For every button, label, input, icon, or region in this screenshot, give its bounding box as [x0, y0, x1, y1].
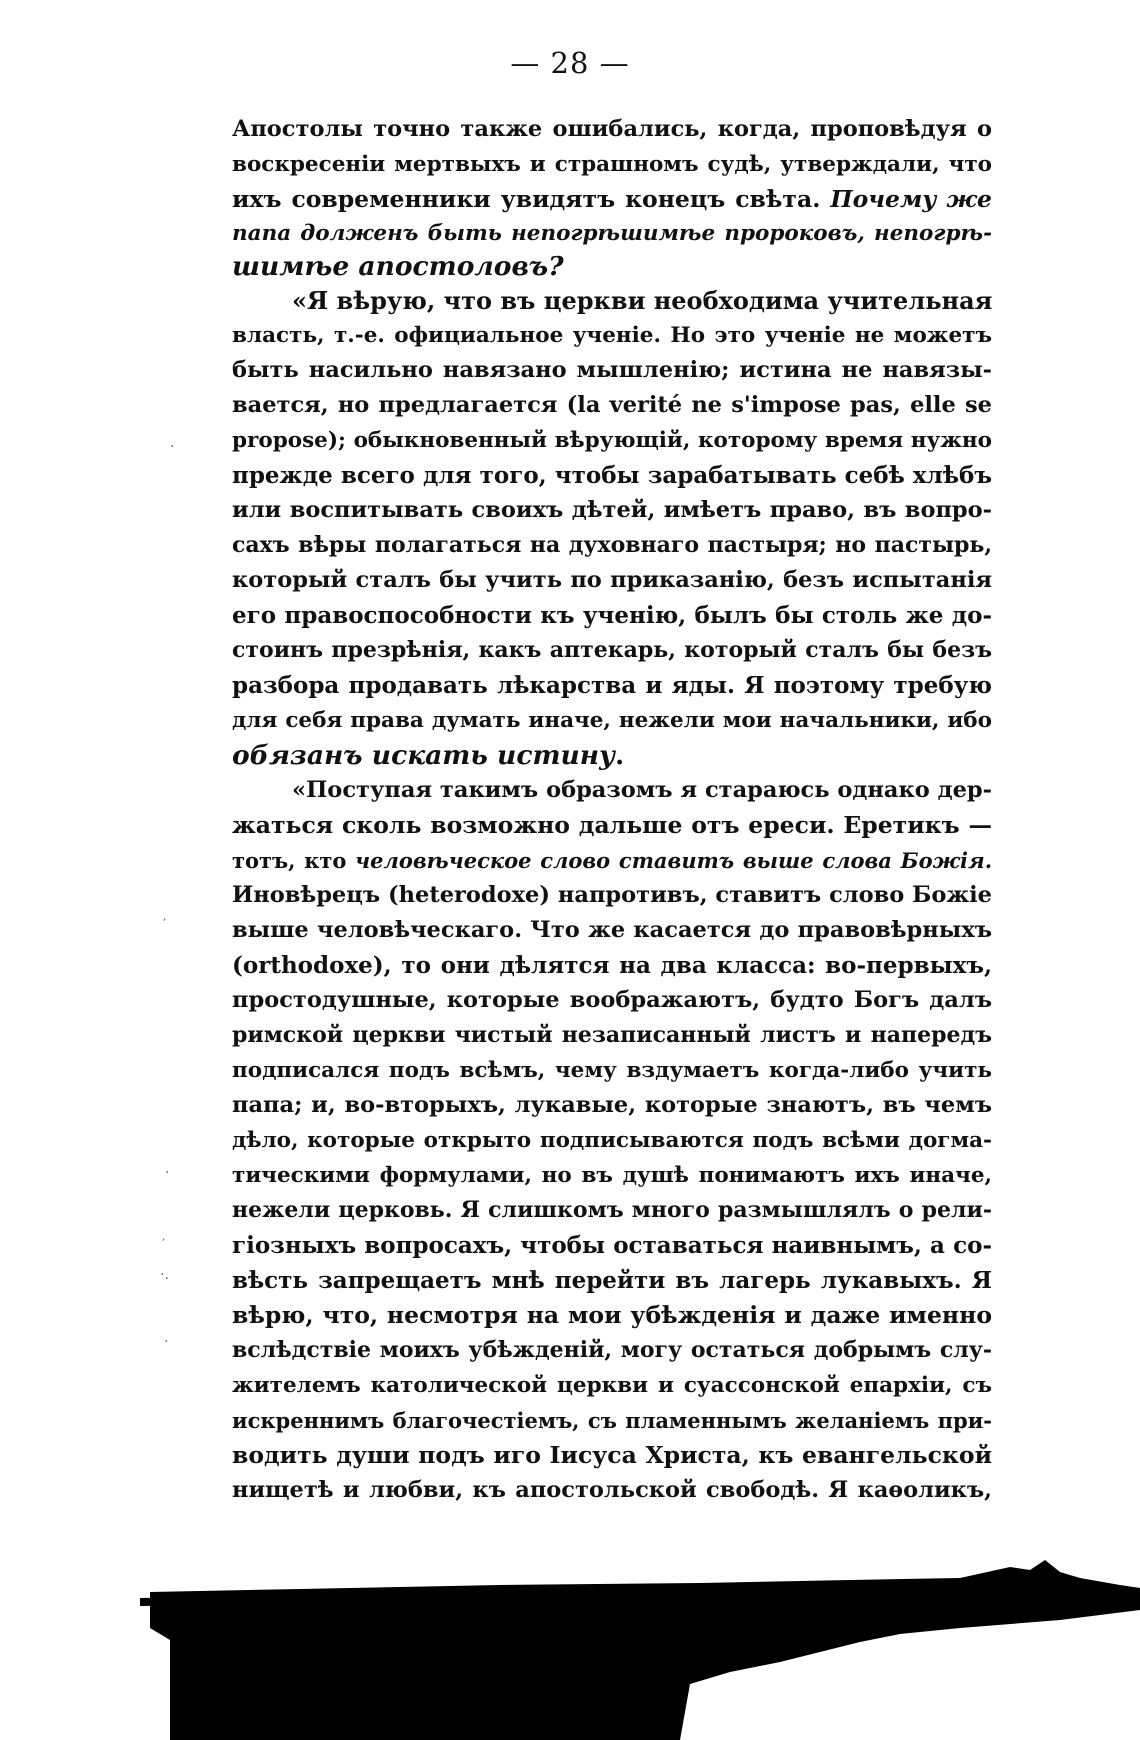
line-text: прежде всего для того, чтобы зарабатывать себѣ хлѣбъ: [232, 462, 992, 489]
line-text: гіозныхъ вопросахъ, чтобы оставаться наивнымъ, а со-: [232, 1232, 992, 1259]
text-line: [232, 1333, 992, 1368]
italic-phrase: обязанъ искать истину: [232, 740, 615, 771]
text-line: [232, 147, 992, 182]
line-text: нищетѣ и любви, къ апостольской свободѣ. Я каѳоликъ,: [232, 1477, 992, 1503]
text-line: [232, 318, 992, 353]
text-line: [232, 878, 992, 913]
text-line: [232, 563, 992, 598]
text-line: [232, 217, 992, 250]
line-text: разбора продавать лѣкарства и яды. Я поэтому требую: [232, 672, 992, 699]
text-line: [232, 598, 992, 633]
text-line: [232, 843, 992, 878]
text-line: [232, 1158, 992, 1193]
text-line: [232, 423, 992, 458]
line-text: вается, но предлагается (la verité ne s'impose pas, elle se: [232, 392, 992, 418]
text-line: [232, 633, 992, 668]
line-text: или воспитывать своихъ дѣтей, имѣетъ право, въ вопро-: [232, 497, 992, 523]
italic-phrase: шимѣе апостоловъ?: [232, 251, 564, 282]
line-text: быть насильно навязано мышленію; истина не навязы-: [232, 357, 992, 383]
text-line: [232, 250, 992, 283]
text-line: [232, 182, 992, 217]
text-line: [232, 283, 992, 318]
line-text: нежели церковь. Я слишкомъ много размышлялъ о рели-: [232, 1197, 992, 1223]
text-line: [232, 948, 992, 983]
text-line: [232, 1053, 992, 1088]
line-text: дѣло, которые открыто подписываются подъ всѣми догма-: [232, 1128, 992, 1153]
line-text: тотъ, кто: [232, 848, 356, 873]
line-text: тическими формулами, но въ душѣ понимаютъ ихъ иначе,: [232, 1163, 992, 1188]
text-line: [232, 808, 992, 843]
text-line: [232, 1123, 992, 1158]
line-text: вслѣдствіе моихъ убѣжденій, могу остаться добрымъ слу-: [232, 1337, 992, 1363]
line-text: .: [614, 740, 625, 771]
text-line: [232, 1368, 992, 1403]
italic-phrase: папа долженъ быть непогрѣшимѣе пророковъ, непогрѣ-: [232, 221, 992, 246]
line-text: «Поступая такимъ образомъ я стараюсь однако дер-: [292, 777, 992, 803]
text-line: [232, 1298, 992, 1333]
line-text: который сталъ бы учить по приказанію, безъ испытанія: [232, 567, 992, 593]
text-line: [232, 1438, 992, 1473]
text-line: [232, 528, 992, 563]
text-line: [232, 1018, 992, 1053]
italic-phrase: человѣческое слово ставитъ выше слова Божія.: [355, 848, 992, 873]
margin-speck: ·: [164, 1334, 169, 1350]
text-line: [232, 112, 992, 147]
line-text: ихъ современники увидятъ конецъ свѣта.: [232, 185, 831, 213]
line-text: выше человѣческаго. Что же касается до правовѣрныхъ: [232, 917, 992, 943]
text-line: [232, 703, 992, 738]
line-text: для себя права думать иначе, нежели мои начальники, ибо: [232, 708, 992, 733]
text-line: [232, 458, 992, 493]
text-line: [232, 668, 992, 703]
text-line: [232, 1403, 992, 1438]
line-text: вѣсть запрещаетъ мнѣ перейти въ лагерь лукавыхъ. Я: [232, 1267, 992, 1294]
line-text: (orthodoxe), то они дѣлятся на два класса: во-первыхъ,: [232, 952, 992, 979]
line-text: «Я вѣрую, что въ церкви необходима учительная: [292, 286, 993, 315]
text-line: [232, 738, 992, 773]
text-line: [232, 1193, 992, 1228]
text-line: [232, 913, 992, 948]
line-text: подписался подъ всѣмъ, чему вздумаетъ когда-либо учить: [232, 1058, 992, 1083]
line-text: вѣрю, что, несмотря на мои убѣжденія и даже именно: [232, 1301, 992, 1329]
line-text: жаться сколь возможно дальше отъ ереси. Еретикъ —: [232, 811, 992, 839]
margin-speck: ′: [163, 917, 167, 933]
text-line: [232, 1088, 992, 1123]
text-line: [232, 493, 992, 528]
text-line: [232, 1228, 992, 1263]
text-line: [232, 353, 992, 388]
line-text: римской церкви чистый незаписанный листъ и напередъ: [232, 1022, 992, 1048]
line-text: простодушные, которые воображаютъ, будто Богъ далъ: [232, 987, 992, 1013]
text-line: [232, 983, 992, 1018]
margin-speck: ′: [162, 1237, 166, 1253]
text-line: [232, 1263, 992, 1298]
text-line: [232, 1473, 992, 1508]
line-text: стоинъ презрѣнія, какъ аптекарь, который сталъ бы безъ: [232, 637, 992, 663]
line-text: сахъ вѣры полагаться на духовнаго пастыря; но пастырь,: [232, 532, 992, 558]
text-line: [232, 773, 992, 808]
line-text: его правоспособности къ ученію, былъ бы столь же до-: [232, 602, 992, 629]
margin-speck: ·: [170, 439, 175, 455]
line-text: жителемъ католической церкви и суассонской епархіи, съ: [232, 1373, 992, 1398]
line-text: водить души подъ иго Іисуса Христа, къ евангельской: [232, 1441, 992, 1469]
margin-speck: ·.: [160, 1267, 169, 1283]
margin-speck: ·: [165, 1165, 170, 1181]
line-text: власть, т.-е. официальное ученіе. Но это ученіе не можетъ: [232, 323, 992, 348]
line-text: воскресеніи мертвыхъ и страшномъ судѣ, утверждали, что: [232, 152, 992, 177]
line-text: папа; и, во-вторыхъ, лукавые, которые знаютъ, въ чемъ: [232, 1092, 992, 1118]
page-number: — 28 —: [510, 46, 630, 80]
body-text: [232, 112, 992, 1508]
line-text: Апостолы точно также ошибались, когда, проповѣдуя о: [232, 116, 992, 142]
text-line: [232, 388, 992, 423]
line-text: Иновѣрецъ (heterodoxe) напротивъ, ставитъ слово Божіе: [232, 882, 992, 908]
line-text: искреннимъ благочестіемъ, съ пламеннымъ желаніемъ при-: [232, 1408, 992, 1433]
italic-phrase: Почему же: [830, 185, 992, 213]
line-text: propose); обыкновенный вѣрующій, которому время нужно: [232, 428, 992, 453]
